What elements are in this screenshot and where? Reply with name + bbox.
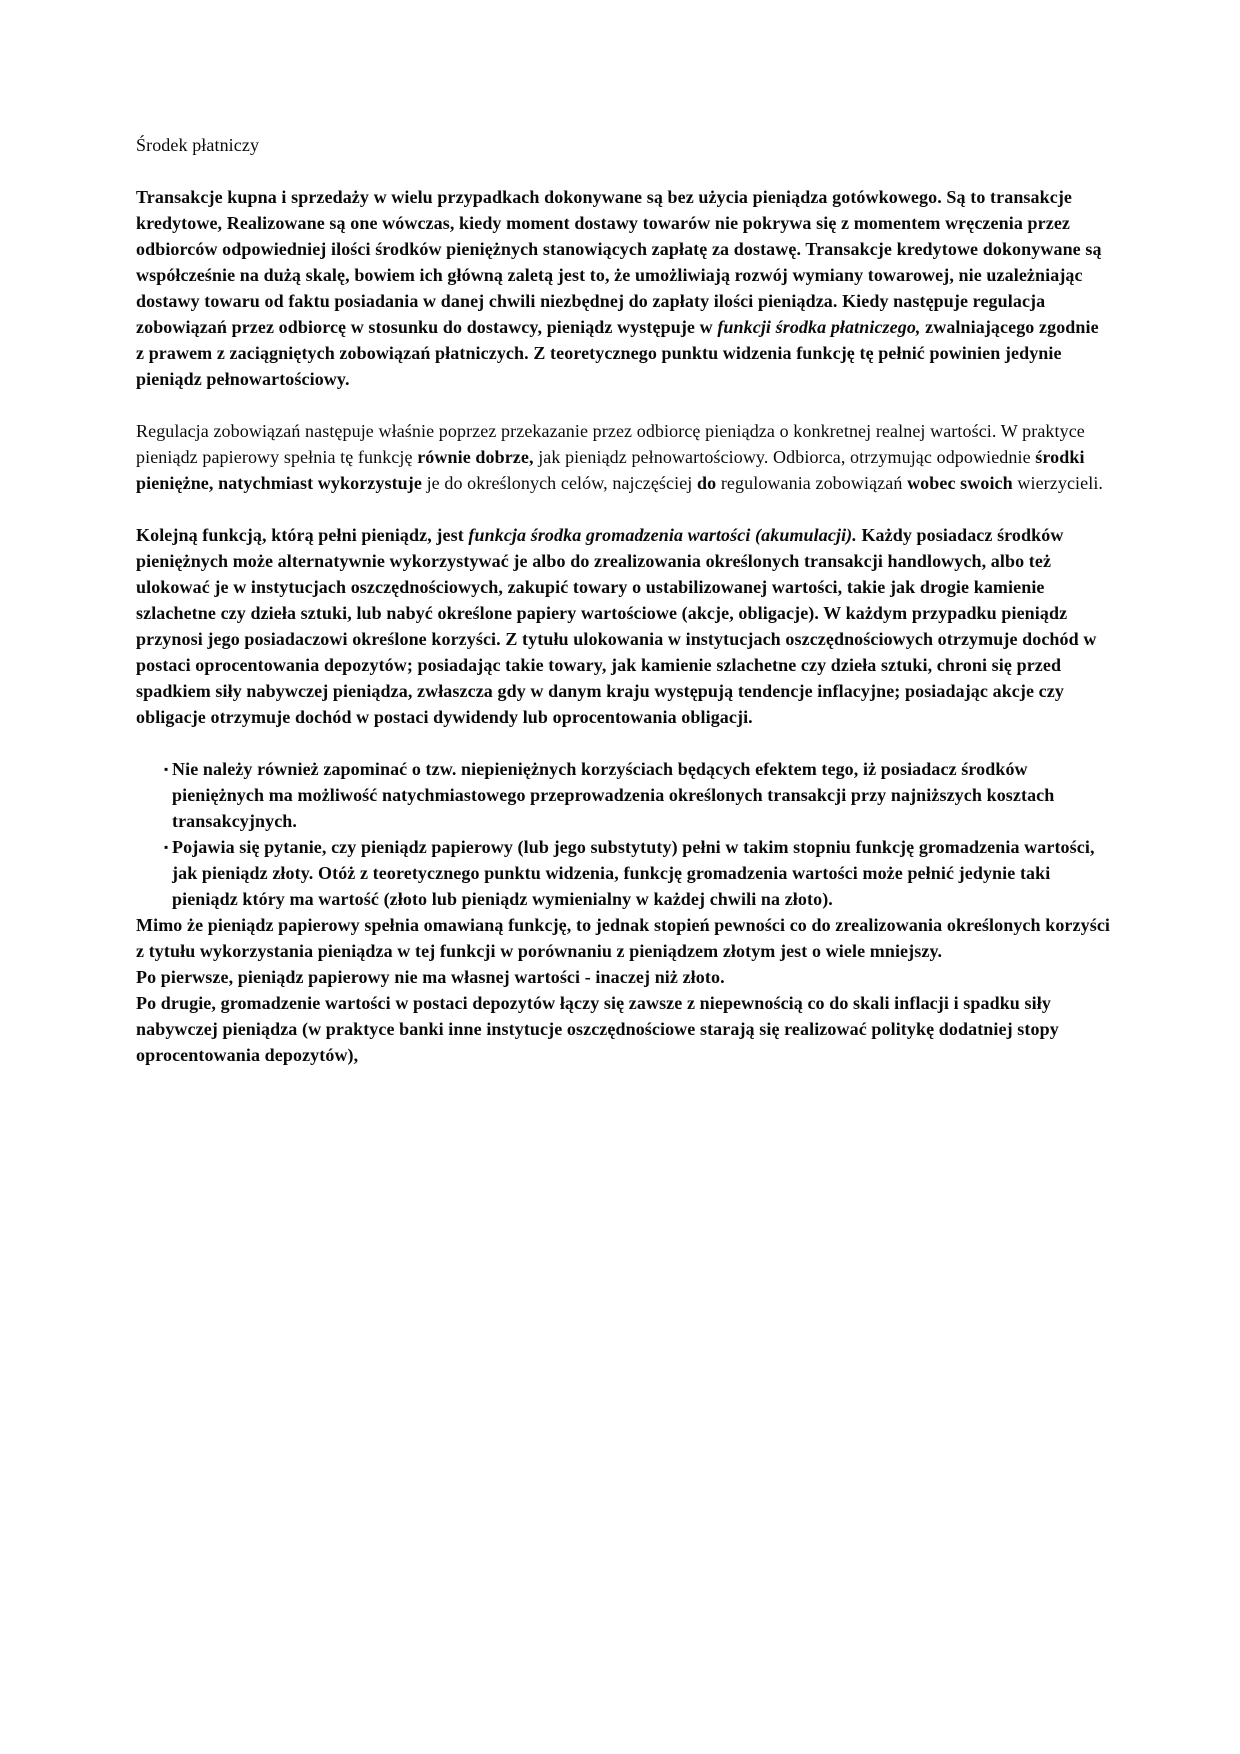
text-run: jak pieniądz pełnowartościowy. Odbiorca, otrzymując odpowiednie	[533, 447, 1036, 467]
text-run: środki pieniężne, natychmiast wykorzystuje	[136, 447, 1090, 493]
text-run: Mimo że pieniądz papierowy spełnia omawianą funkcję, to jednak stopień pewności co do zrealizowania określonych korzyści z tytułu wykorzystania pieniądza w tej funkcji w porównaniu z pieniądzem złotym jest o wiele mniejszy.	[136, 915, 1115, 961]
bullet-text	[172, 834, 1110, 912]
text-run: je do określonych celów, najczęściej	[421, 473, 698, 493]
paragraph-paper-money-certainty	[136, 912, 1115, 964]
text-run: funkcja środka gromadzenia wartości (akumulacji).	[468, 525, 857, 545]
text-run: Pojawia się pytanie, czy pieniądz papierowy (lub jego substytuty) pełni w takim stopniu funkcję gromadzenia wartości, jak pieniądz złoty. Otóż z teoretycznego punktu widzenia, funkcję gromadzenia wartości może pełnić jedynie taki pieniądz który ma wartość (złoto lub pieniądz wymienialny w każdej chwili na złoto).	[172, 837, 1100, 909]
bullet-list	[136, 756, 1110, 912]
paragraph-store-of-value	[136, 522, 1110, 730]
document-body	[136, 132, 1115, 1068]
paragraph-first-point	[136, 964, 1110, 990]
text-run: Każdy posiadacz środków pieniężnych może alternatywnie wykorzystywać je albo do zrealizowania określonych transakcji handlowych, albo też ulokować je w instytucjach oszczędnościowych, zakupić towary o ustabilizowanej wartości, takie jak drogie kamienie szlachetne czy dzieła sztuki, lub nabyć określone papiery wartościowe (akcje, obligacje). W każdym przypadku pieniądz przynosi jego posiadaczowi określone korzyści. Z tytułu ulokowania w instytucjach oszczędnościowych otrzymuje dochód w postaci oprocentowania depozytów; posiadając takie towary, jak kamienie szlachetne czy dzieła sztuki, chroni się przed spadkiem siły nabywczej pieniądza, zwłaszcza gdy w danym kraju występują tendencje inflacyjne; posiadając akcje czy obligacje otrzymuje dochód w postaci dywidendy lub oprocentowania obligacji.	[136, 525, 1102, 727]
text-run: wierzycieli.	[1012, 473, 1104, 493]
bullet-marker-icon: ▪	[164, 762, 169, 776]
text-run: Środek płatniczy	[136, 135, 260, 155]
text-run: do	[697, 473, 717, 493]
bullet-text	[172, 756, 1110, 834]
text-run: Regulacja zobowiązań następuje właśnie poprzez przekazanie przez odbiorcę pieniądza o konkretnej realnej wartości. W praktyce pieniądz papierowy spełnia tę funkcję	[136, 421, 1090, 467]
bullet-item	[136, 756, 1110, 834]
text-run: regulowania zobowiązań	[716, 473, 908, 493]
text-run: Po drugie, gromadzenie wartości w postaci depozytów łączy się zawsze z niepewnością co do skali inflacji i spadku siły nabywczej pieniądza (w praktyce banki inne instytucje oszczędnościowe starają się realizować politykę dodatniej stopy oprocentowania depozytów),	[136, 993, 1064, 1065]
text-run: Po pierwsze, pieniądz papierowy nie ma własnej wartości - inaczej niż złoto.	[136, 967, 725, 987]
paragraph-payment-function	[136, 184, 1110, 392]
bullet-item	[136, 834, 1110, 912]
paragraph-settlement	[136, 418, 1110, 496]
text-run: Nie należy również zapominać o tzw. niepieniężnych korzyściach będących efektem tego, iż posiadacz środków pieniężnych ma możliwość natychmiastowego przeprowadzenia określonych transakcji przy najniższych kosztach transakcyjnych.	[172, 759, 1059, 831]
doc-title	[136, 132, 1110, 158]
bullet-marker-icon: ▪	[164, 840, 169, 854]
text-run: Transakcje kupna i sprzedaży w wielu przypadkach dokonywane są bez użycia pieniądza gotówkowego. Są to transakcje kredytowe, Realizowane są one wówczas, kiedy moment dostawy towarów nie pokrywa się z momentem wręczenia przez odbiorców odpowiedniej ilości środków pieniężnych stanowiących zapłatę za dostawę. Transakcje kredytowe dokonywane są współcześnie na dużą skalę, bowiem ich główną zaletą jest to, że umożliwiają rozwój wymiany towarowej, nie uzależniając dostawy towaru od faktu posiadania w danej chwili niezbędnej do zapłaty ilości pieniądza. Kiedy następuje regulacja zobowiązań przez odbiorcę w stosunku do dostawcy, pieniądz występuje w	[136, 187, 1107, 337]
paragraph-second-point	[136, 990, 1110, 1068]
text-run: wobec swoich	[907, 473, 1013, 493]
text-run: funkcji środka płatniczego,	[717, 317, 921, 337]
text-run: zwalniającego zgodnie z prawem z zaciągniętych zobowiązań płatniczych. Z teoretycznego punktu widzenia funkcję tę pełnić powinien jedynie pieniądz pełnowartościowy.	[136, 317, 1104, 389]
text-run: Kolejną funkcją, którą pełni pieniądz, jest	[136, 525, 469, 545]
text-run: równie dobrze,	[417, 447, 534, 467]
